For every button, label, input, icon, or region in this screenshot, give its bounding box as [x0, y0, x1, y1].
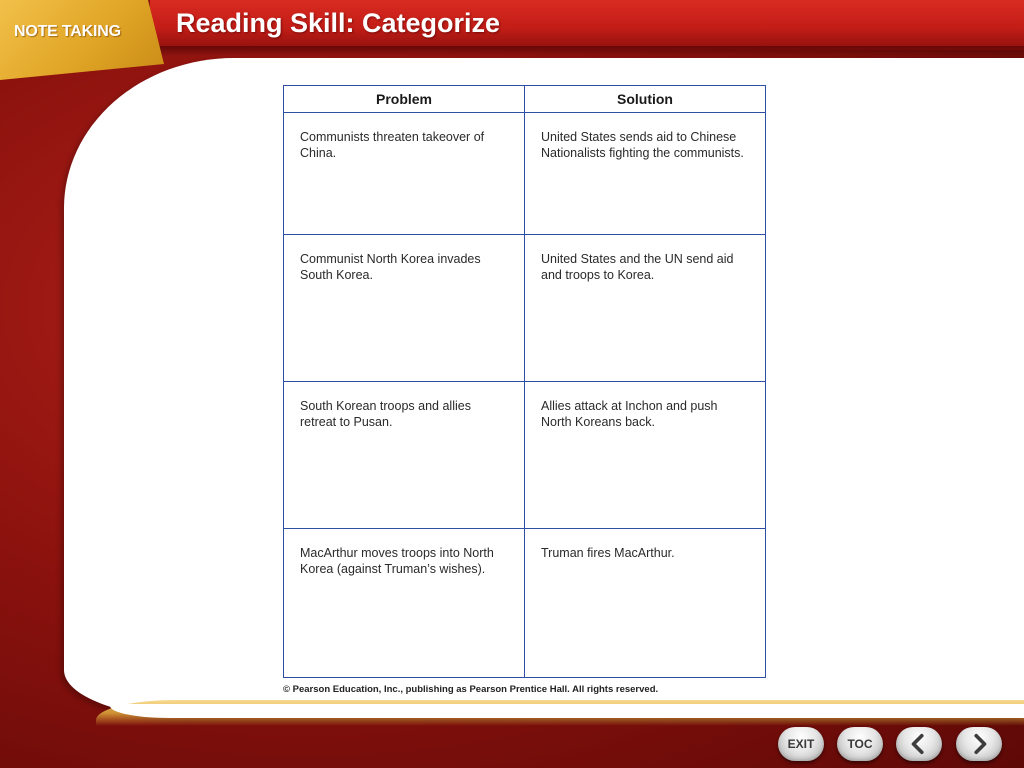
column-header-problem: Problem: [284, 86, 525, 113]
chevron-left-icon: [908, 733, 930, 755]
problem-text: Communist North Korea invades South Korea.: [300, 252, 481, 282]
chevron-right-icon: [968, 733, 990, 755]
title-bar-shadow: [150, 46, 1024, 56]
categorize-table: [283, 85, 766, 678]
problem-text: MacArthur moves troops into North Korea (against Truman’s wishes).: [300, 546, 494, 576]
problem-cell: [284, 235, 525, 382]
problem-text: South Korean troops and allies retreat to Pusan.: [300, 399, 471, 429]
next-button[interactable]: [956, 727, 1002, 761]
table-row: [284, 113, 766, 235]
solution-text: Allies attack at Inchon and push North Koreans back.: [541, 399, 718, 429]
table-row: [284, 382, 766, 529]
problem-cell: [284, 529, 525, 678]
table-header-row: [284, 86, 766, 113]
solution-cell: [525, 529, 766, 678]
solution-cell: [525, 235, 766, 382]
solution-cell: [525, 382, 766, 529]
solution-text: United States and the UN send aid and troops to Korea.: [541, 252, 734, 282]
problem-cell: [284, 382, 525, 529]
problem-text: Communists threaten takeover of China.: [300, 130, 485, 160]
copyright-notice: © Pearson Education, Inc., publishing as Pearson Prentice Hall. All rights reserved.: [283, 684, 659, 695]
column-header-solution: Solution: [525, 86, 766, 113]
page-title: Reading Skill: Categorize: [176, 8, 501, 38]
exit-button[interactable]: EXIT: [778, 727, 824, 761]
solution-text: Truman fires MacArthur.: [541, 546, 675, 560]
content-panel-bottom: [110, 704, 1024, 718]
table-row: [284, 235, 766, 382]
table-row: [284, 529, 766, 678]
toc-button[interactable]: TOC: [837, 727, 883, 761]
section-label: NOTE TAKING: [14, 23, 121, 40]
solution-cell: [525, 113, 766, 235]
previous-button[interactable]: [896, 727, 942, 761]
problem-cell: [284, 113, 525, 235]
solution-text: United States sends aid to Chinese Nationalists fighting the communists.: [541, 130, 744, 160]
